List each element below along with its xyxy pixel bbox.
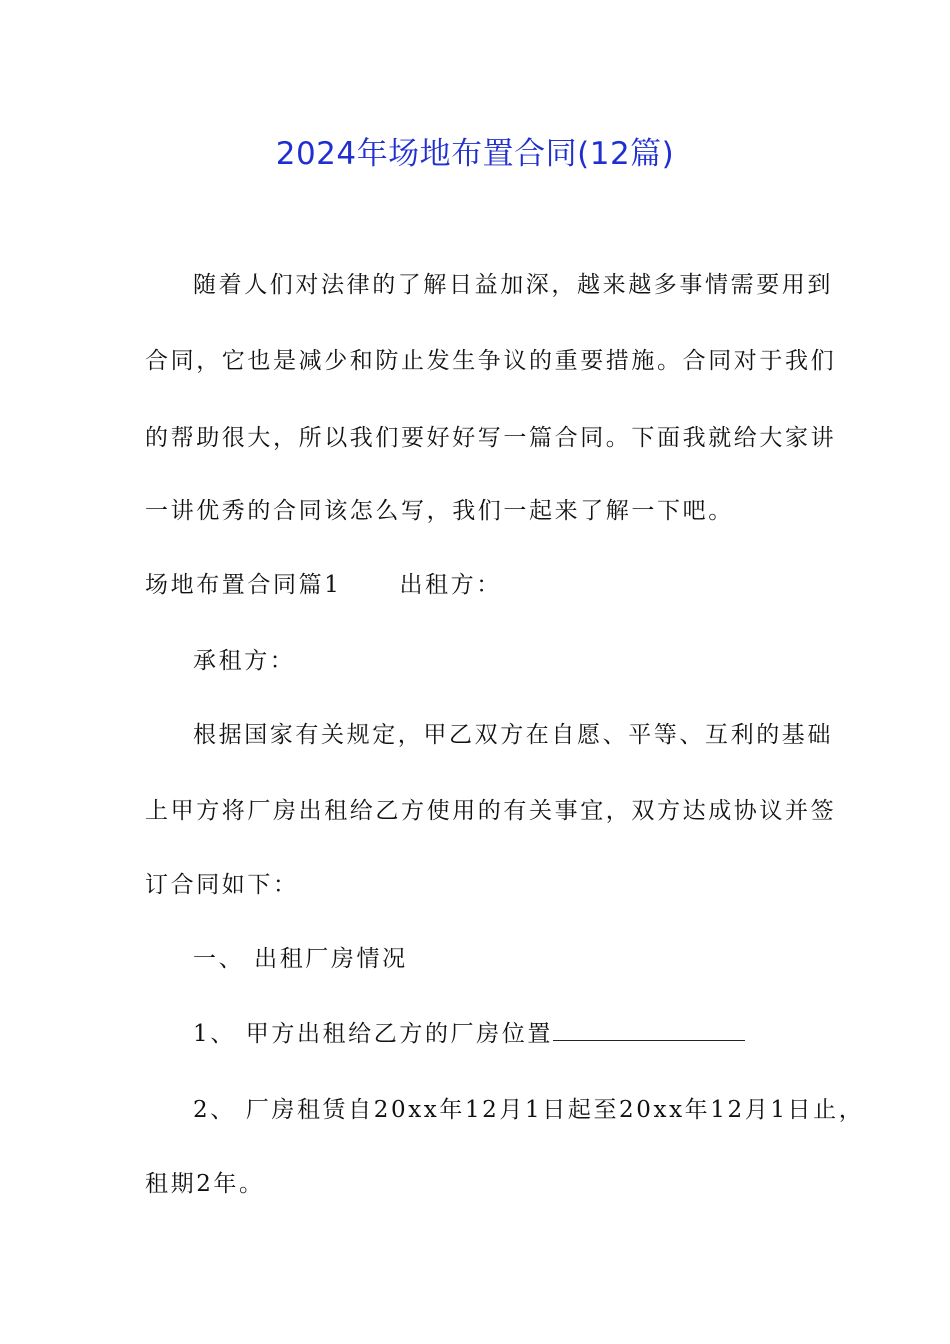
section-heading: 场地布置合同篇1 xyxy=(145,572,342,598)
fill-in-blank xyxy=(553,1020,745,1041)
document-title: 2024年场地布置合同(12篇) xyxy=(275,136,675,172)
basis-line-2: 上甲方将厂房出租给乙方使用的有关事宜，双方达成协议并签 xyxy=(145,798,837,824)
lessor-label: 出租方： xyxy=(399,572,502,598)
intro-line-2: 合同，它也是减少和防止发生争议的重要措施。合同对于我们 xyxy=(145,348,837,374)
clause-item-2-line-2: 租期2年。 xyxy=(145,1171,265,1197)
basis-line-3: 订合同如下： xyxy=(145,872,299,898)
section-heading-row xyxy=(145,570,825,600)
clause-heading: 一、 出租厂房情况 xyxy=(193,946,408,972)
clause-item-2-line-1: 2、 厂房租赁自20xx年12月1日起至20xx年12月1日止， xyxy=(193,1097,865,1123)
intro-line-3: 的帮助很大，所以我们要好好写一篇合同。下面我就给大家讲 xyxy=(145,425,837,451)
clause-item-1 xyxy=(193,1019,873,1049)
clause-item-1-text: 1、 甲方出租给乙方的厂房位置 xyxy=(193,1021,553,1047)
lessee-label: 承租方： xyxy=(193,648,296,674)
intro-line-4: 一讲优秀的合同该怎么写，我们一起来了解一下吧。 xyxy=(145,498,734,524)
basis-line-1: 根据国家有关规定，甲乙双方在自愿、平等、互利的基础 xyxy=(193,722,833,748)
intro-line-1: 随着人们对法律的了解日益加深，越来越多事情需要用到 xyxy=(193,272,833,298)
